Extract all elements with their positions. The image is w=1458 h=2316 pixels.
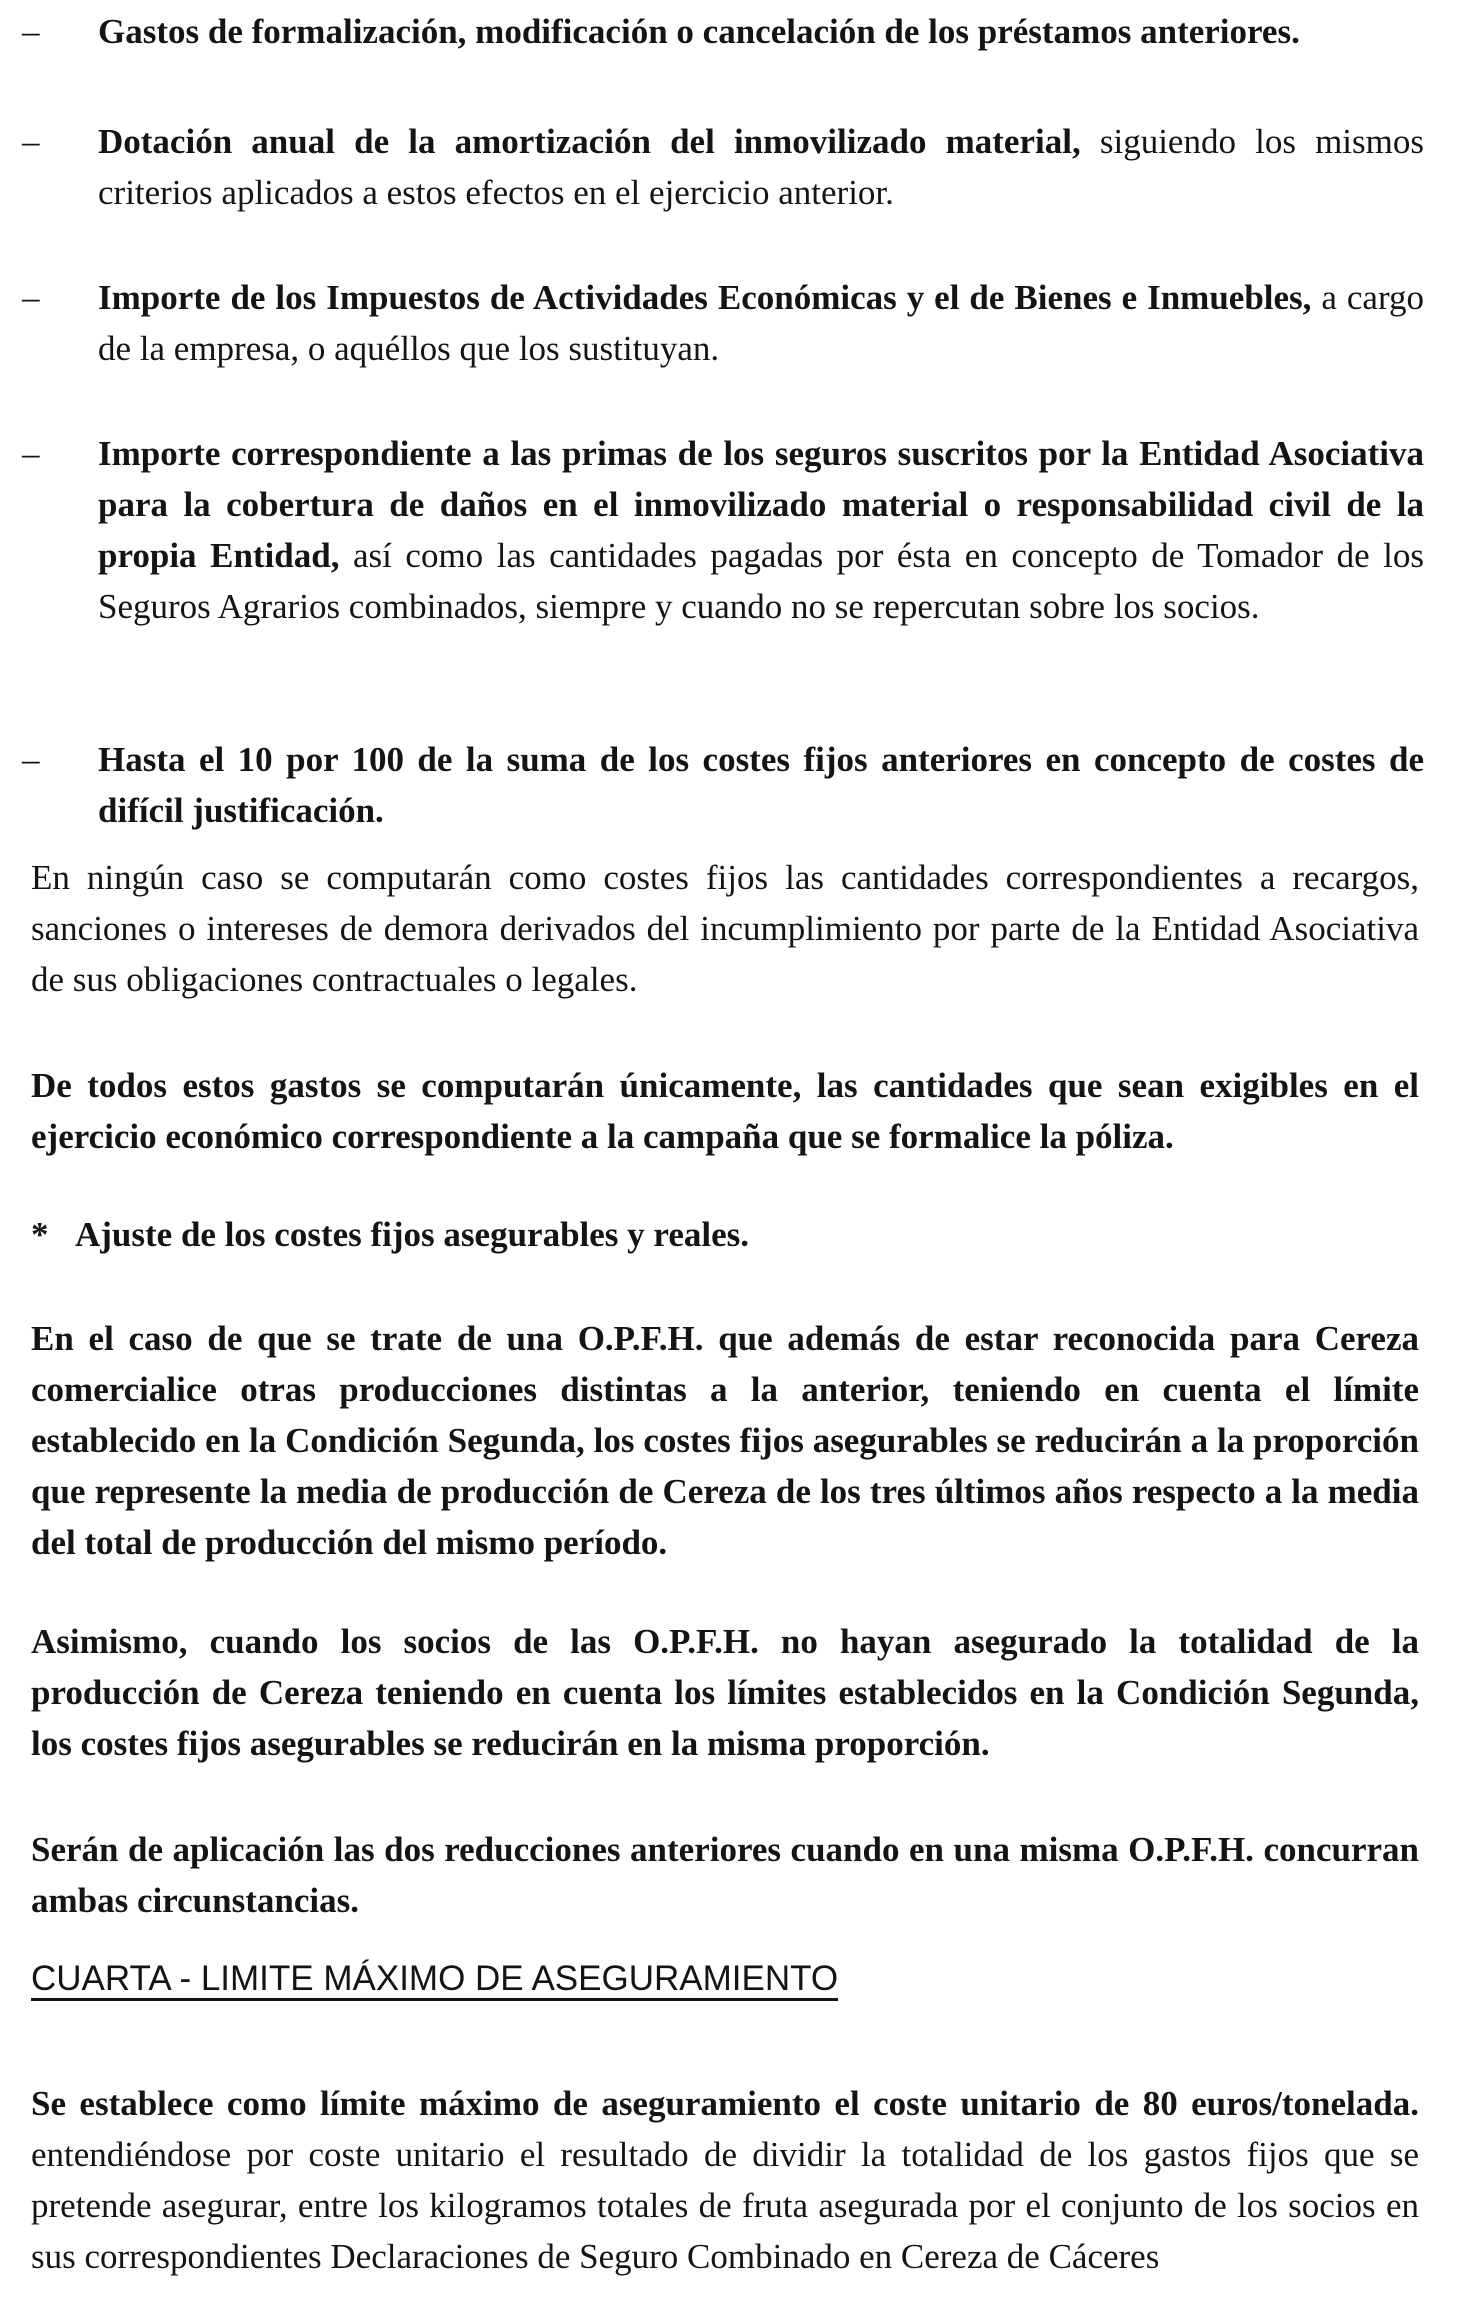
item-normal-text: siguiendo los mismos criterios aplicados a estos efectos en el ejercicio anterior. [98,122,1424,212]
adjustment-subheading [31,1209,1419,1260]
item-text [98,272,1424,374]
paragraph-exclusions: En ningún caso se computarán como costes fijos las cantidades correspondientes a recargos, sanciones o intereses de demora derivados del incumplimiento por parte de la Entidad Asociativa de sus obligaciones contractuales o legales. [31,858,1419,999]
item-bold-text: Gastos de formalización, modificación o cancelación de los préstamos anteriores. [98,12,1300,51]
paragraph-max-limit [31,2078,1419,2282]
item-text [98,428,1424,632]
cost-item-hard-to-justify [22,734,1422,836]
item-bold-text: Hasta el 10 por 100 de la suma de los costes fijos anteriores en concepto de costes de difícil justificación. [98,740,1424,830]
dash-marker: – [22,122,40,161]
dash-marker: – [22,740,40,779]
max-limit-normal-text: entendiéndose por coste unitario el resultado de dividir la totalidad de los gastos fijos que se pretende asegurar, entre los kilogramos totales de fruta asegurada por el conjunto de los socios en sus correspondientes Declaraciones de Seguro Combinado en Cereza de Cáceres [31,2135,1419,2276]
dash-marker: – [22,434,40,473]
item-text [98,734,1424,836]
max-limit-bold-text: Se establece como límite máximo de aseguramiento el coste unitario de 80 euros/tonelada. [31,2084,1419,2123]
item-text [98,116,1424,218]
dash-marker: – [22,12,40,51]
section-heading: CUARTA - LIMITE MÁXIMO DE ASEGURAMIENTO [31,1959,839,1998]
item-normal-text: a cargo de la empresa, o aquéllos que los sustituyan. [98,278,1424,368]
item-bold-text: Importe de los Impuestos de Actividades Económicas y el de Bienes e Inmuebles, [98,278,1312,317]
paragraph-opfh-reduction: En el caso de que se trate de una O.P.F.H. que además de estar reconocida para Cereza comercialice otras producciones distintas a la anterior, teniendo en cuenta el límite establecido en la Condición Segunda, los costes fijos asegurables se reducirán a la proporción que represente la media de producción de Cereza de los tres últimos años respecto a la media del total de producción del mismo período. [31,1319,1419,1562]
paragraph-partial-insurance: Asimismo, cuando los socios de las O.P.F.H. no hayan asegurado la totalidad de la producción de Cereza teniendo en cuenta los límites establecidos en la Condición Segunda, los costes fijos asegurables se reducirán en la misma proporción. [31,1622,1419,1763]
asterisk-marker: * [31,1215,49,1254]
paragraph-both-reductions: Serán de aplicación las dos reducciones anteriores cuando en una misma O.P.F.H. concurran ambas circunstancias. [31,1830,1419,1920]
cost-item-formalization [22,6,1422,57]
cost-item-taxes [22,272,1422,374]
paragraph-exigible-amounts: De todos estos gastos se computarán únicamente, las cantidades que sean exigibles en el ejercicio económico correspondiente a la campaña que se formalice la póliza. [31,1066,1419,1156]
item-text [98,6,1424,57]
item-bold-text: Importe correspondiente a las primas de los seguros suscritos por la Entidad Asociativa para la cobertura de daños en el inmovilizado material o responsabilidad civil de la propia Entidad, [98,434,1424,575]
item-bold-text: Dotación anual de la amortización del inmovilizado material, [98,122,1081,161]
cost-item-insurance-premiums [22,428,1422,632]
cost-item-depreciation [22,116,1422,218]
dash-marker: – [22,278,40,317]
adjustment-subheading-text: Ajuste de los costes fijos asegurables y reales. [75,1215,749,1254]
item-normal-text: así como las cantidades pagadas por ésta en concepto de Tomador de los Seguros Agrarios combinados, siempre y cuando no se repercutan sobre los socios. [98,536,1424,626]
